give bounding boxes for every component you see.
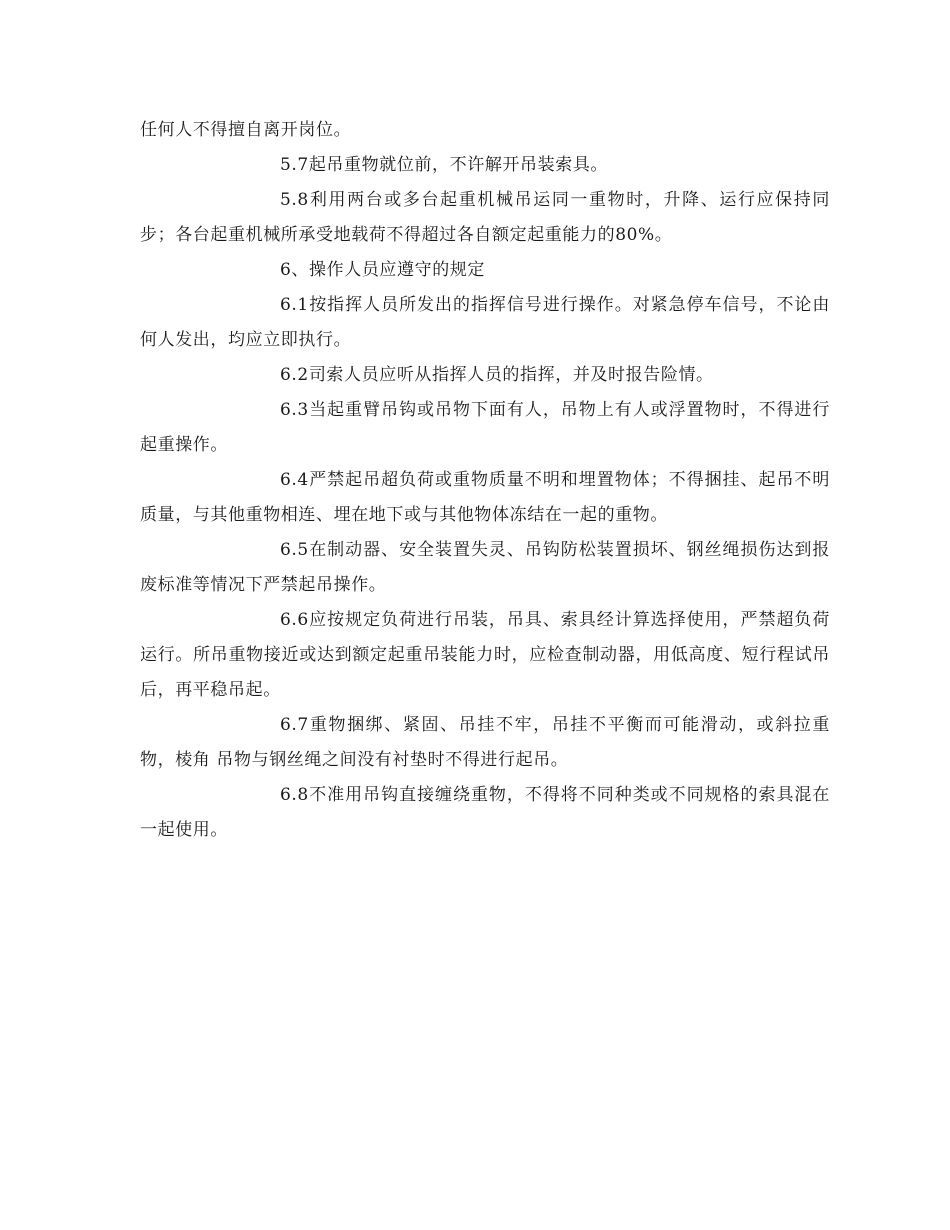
paragraph-6-5: 6.5在制动器、安全装置失灵、吊钩防松装置损坏、钢丝绳损伤达到报废标准等情况下严禁起吊操作。 — [140, 540, 830, 595]
paragraph-6-3: 6.3当起重臂吊钩或吊物下面有人，吊物上有人或浮置物时，不得进行起重操作。 — [140, 400, 830, 455]
paragraph-6-6: 6.6应按规定负荷进行吊装，吊具、索具经计算选择使用，严禁超负荷运行。所吊重物接近或达到额定起重吊装能力时，应检查制动器，用低高度、短行程试吊后，再平稳吊起。 — [140, 610, 830, 700]
paragraph-6-8: 6.8不准用吊钩直接缠绕重物，不得将不同种类或不同规格的索具混在一起使用。 — [140, 785, 830, 840]
paragraph-continuation: 任何人不得擅自离开岗位。 — [140, 120, 352, 140]
section-heading-6: 6、操作人员应遵守的规定 — [280, 260, 486, 280]
paragraph-6-7: 6.7重物捆绑、紧固、吊挂不牢，吊挂不平衡而可能滑动，或斜拉重物，棱角 吊物与钢丝绳之间没有衬垫时不得进行起吊。 — [140, 715, 830, 770]
document-body — [140, 113, 830, 848]
paragraph-5-7: 5.7起吊重物就位前，不许解开吊装索具。 — [280, 155, 609, 175]
paragraph-6-2: 6.2司索人员应听从指挥人员的指挥，并及时报告险情。 — [280, 365, 714, 385]
paragraph-5-8: 5.8利用两台或多台起重机械吊运同一重物时，升降、运行应保持同步；各台起重机械所承受地载荷不得超过各自额定起重能力的80%。 — [140, 190, 830, 245]
paragraph-6-4: 6.4严禁起吊超负荷或重物质量不明和埋置物体；不得捆挂、起吊不明质量，与其他重物相连、埋在地下或与其他物体冻结在一起的重物。 — [140, 470, 830, 525]
paragraph-6-1: 6.1按指挥人员所发出的指挥信号进行操作。对紧急停车信号，不论由何人发出，均应立即执行。 — [140, 295, 830, 350]
